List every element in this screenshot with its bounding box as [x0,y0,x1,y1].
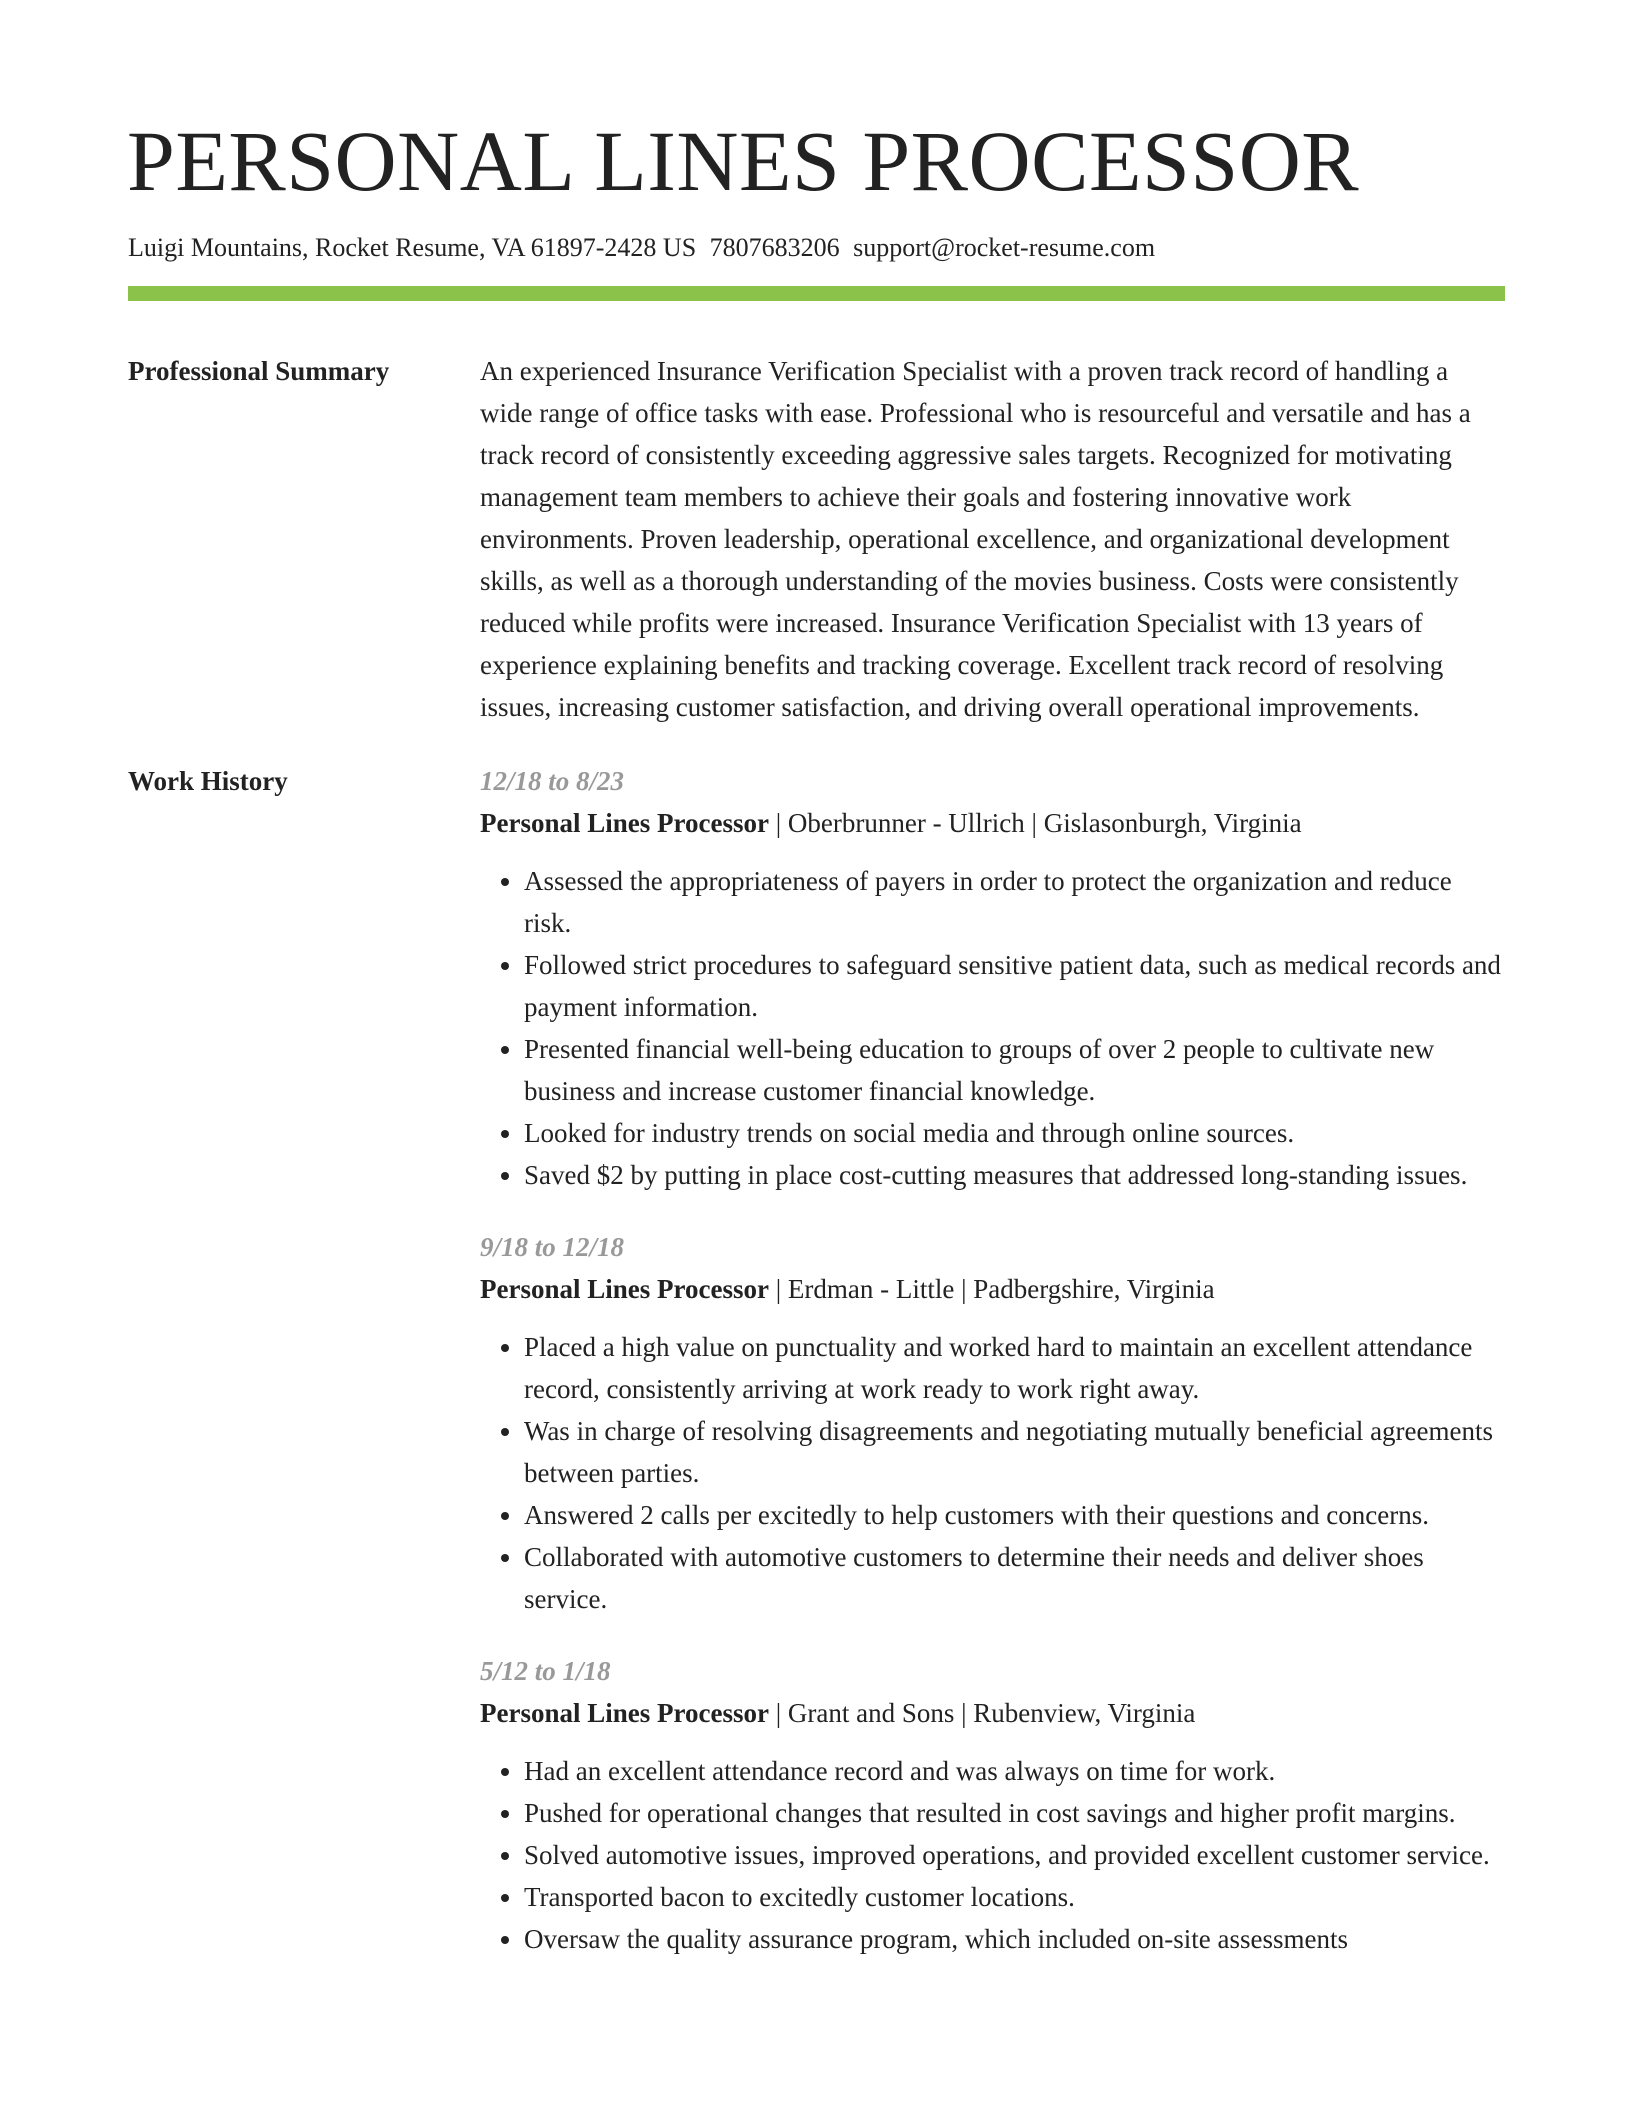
work-history-entry [480,760,1505,1196]
job-title: Personal Lines Processor [480,1698,769,1728]
job-company: Grant and Sons [787,1698,955,1728]
professional-summary-content [480,350,1505,728]
job-company: Erdman - Little [787,1274,955,1304]
resume-title: PERSONAL LINES PROCESSOR [127,113,1360,209]
job-bullet: • Transported bacon to excitedly customer locations. [524,1876,1505,1918]
job-separator: | [1024,808,1044,838]
job-dates: 5/12 to 1/18 [480,1656,611,1686]
job-heading [480,1692,1505,1734]
job-bullet: • Collaborated with automotive customers to determine their needs and deliver shoes service. [524,1536,1505,1620]
job-bullet: • Had an excellent attendance record and was always on time for work. [524,1750,1505,1792]
contact-line [128,232,1155,263]
resume-body [128,350,1505,1990]
job-bullet-list [480,1326,1505,1620]
job-separator: | [768,1698,788,1728]
job-bullet: • Saved $2 by putting in place cost-cutting measures that addressed long-standing issues. [524,1154,1505,1196]
job-bullet: • Solved automotive issues, improved operations, and provided excellent customer service. [524,1834,1505,1876]
job-bullet: • Pushed for operational changes that resulted in cost savings and higher profit margins. [524,1792,1505,1834]
professional-summary-section [128,350,1505,728]
contact-email: support@rocket-resume.com [853,233,1156,262]
contact-phone: 7807683206 [709,233,840,262]
job-heading [480,802,1505,844]
work-history-section [128,760,1505,1990]
job-title: Personal Lines Processor [480,1274,769,1304]
professional-summary-text: An experienced Insurance Verification Specialist with a proven track record of handling a wide range of office tasks with ease. Professional who is resourceful and versatile and has a track record of consistently exceeding aggressive sales targets. Recognized for motivating management team members to achieve their goals and fostering innovative work environments. Proven leadership, operational excellence, and organizational development skills, as well as a thorough understanding of the movies business. Costs were consistently reduced while profits were increased. Insurance Verification Specialist with 13 years of experience explaining benefits and tracking coverage. Excellent track record of resolving issues, increasing customer satisfaction, and driving overall operational improvements. [480,356,1471,722]
job-location: Rubenview, Virginia [973,1698,1196,1728]
job-company: Oberbrunner - Ullrich [787,808,1025,838]
job-bullet: • Presented financial well-being education to groups of over 2 people to cultivate new business and increase customer financial knowledge. [524,1028,1505,1112]
job-title: Personal Lines Processor [480,808,769,838]
job-dates: 12/18 to 8/23 [480,766,625,796]
work-history-heading: Work History [128,766,288,796]
job-location: Padbergshire, Virginia [973,1274,1215,1304]
job-dates: 9/18 to 12/18 [480,1232,625,1262]
job-bullet: • Placed a high value on punctuality and worked hard to maintain an excellent attendance record, consistently arriving at work ready to work right away. [524,1326,1505,1410]
job-separator: | [954,1698,974,1728]
job-bullet: • Was in charge of resolving disagreements and negotiating mutually beneficial agreements between parties. [524,1410,1505,1494]
professional-summary-heading: Professional Summary [128,356,390,386]
job-separator: | [768,808,788,838]
job-separator: | [954,1274,974,1304]
job-bullet: • Followed strict procedures to safeguard sensitive patient data, such as medical records and payment information. [524,944,1505,1028]
job-heading [480,1268,1505,1310]
job-bullet-list [480,860,1505,1196]
work-history-entry [480,1650,1505,1960]
job-bullet: • Assessed the appropriateness of payers in order to protect the organization and reduce risk. [524,860,1505,944]
job-bullet: • Looked for industry trends on social media and through online sources. [524,1112,1505,1154]
work-history-content [480,760,1505,1990]
job-bullet: • Answered 2 calls per excitedly to help customers with their questions and concerns. [524,1494,1505,1536]
job-separator: | [768,1274,788,1304]
job-location: Gislasonburgh, Virginia [1043,808,1302,838]
header-divider [128,286,1505,301]
job-bullet-list [480,1750,1505,1960]
contact-address: Luigi Mountains, Rocket Resume, VA 61897-2428 US [128,233,697,262]
work-history-entry [480,1226,1505,1620]
job-bullet: • Oversaw the quality assurance program, which included on-site assessments [524,1918,1505,1960]
